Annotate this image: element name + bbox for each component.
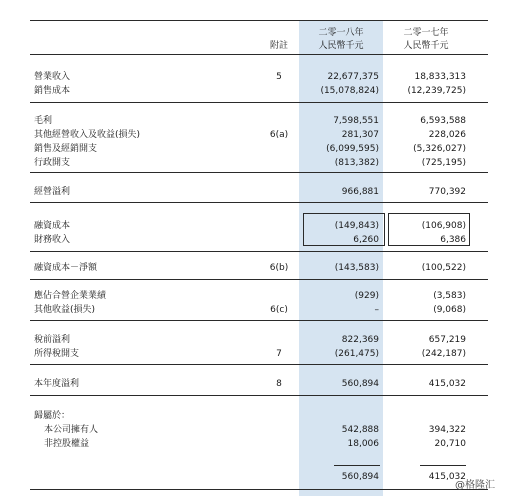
row-value-2018: 18,006 xyxy=(347,439,379,449)
highlight-box-2018 xyxy=(303,213,385,246)
row-label: 本年度溢利 xyxy=(34,379,80,389)
row-label: 行政開支 xyxy=(34,158,71,168)
row-label: 營業收入 xyxy=(34,72,71,82)
row-note: 5 xyxy=(276,72,282,82)
row-value-2017: (9,068) xyxy=(433,305,466,315)
col-2018-unit: 人民幣千元 xyxy=(318,41,364,51)
row-label: 所得稅開支 xyxy=(34,349,80,359)
row-label: 財務收入 xyxy=(34,235,71,245)
row-value-2018: 22,677,375 xyxy=(327,72,379,82)
row-value-2018: 281,307 xyxy=(341,130,379,140)
section-rule xyxy=(30,364,488,365)
row-value-2017: (5,326,027) xyxy=(413,144,466,154)
row-value-2017: (725,195) xyxy=(421,158,466,168)
row-value-2017: 394,322 xyxy=(428,425,466,435)
row-value-2018: (813,382) xyxy=(334,158,379,168)
row-value-2017: (242,187) xyxy=(421,349,466,359)
row-value-2017: 415,032 xyxy=(428,379,466,389)
row-value-2017: 6,593,588 xyxy=(420,116,466,126)
row-value-2017: (100,522) xyxy=(421,263,466,273)
row-value-2017: 18,833,313 xyxy=(414,72,466,82)
row-label: 非控股權益 xyxy=(44,439,90,449)
highlight-box-2017 xyxy=(388,213,470,246)
row-value-2018: 560,894 xyxy=(341,472,379,482)
section-rule xyxy=(30,102,488,103)
section-rule xyxy=(30,251,488,252)
note-column-header: 附註 xyxy=(269,41,288,51)
bottom-rule xyxy=(30,489,488,490)
row-value-2018: – xyxy=(374,305,379,315)
row-value-2018: 542,888 xyxy=(341,425,379,435)
row-label: 融資成本 xyxy=(34,221,71,231)
section-rule xyxy=(30,279,488,280)
row-note: 6(a) xyxy=(269,130,289,140)
section-rule xyxy=(30,320,488,321)
row-value-2018: (15,078,824) xyxy=(320,86,379,96)
row-value-2017: 657,219 xyxy=(428,335,466,345)
section-rule xyxy=(30,202,488,203)
row-value-2017: (3,583) xyxy=(433,291,466,301)
row-value-2018: 966,881 xyxy=(341,187,379,197)
row-value-2018: 560,894 xyxy=(341,379,379,389)
row-label: 歸屬於： xyxy=(34,411,71,421)
col-2018-year: 二零一八年 xyxy=(318,28,364,38)
row-value-2018: (143,583) xyxy=(334,263,379,273)
col-2017-year: 二零一七年 xyxy=(403,28,449,38)
row-label: 融資成本－淨額 xyxy=(34,263,98,273)
row-label: 銷售成本 xyxy=(34,86,71,96)
row-label: 毛利 xyxy=(34,116,53,126)
row-label: 其他經營收入及收益(損失) xyxy=(34,130,141,140)
row-value-2018: (929) xyxy=(354,291,379,301)
row-value-2018: 7,598,551 xyxy=(333,116,379,126)
row-value-2017: (12,239,725) xyxy=(407,86,466,96)
row-note: 7 xyxy=(276,349,282,359)
row-value-2018: 822,369 xyxy=(341,335,379,345)
section-rule xyxy=(30,172,488,173)
row-note: 6(b) xyxy=(269,263,289,273)
row-label: 銷售及經銷開支 xyxy=(34,144,98,154)
row-label: 其他收益(損失) xyxy=(34,305,96,315)
section-rule xyxy=(30,395,488,396)
top-rule xyxy=(30,20,488,21)
row-label: 稅前溢利 xyxy=(34,335,71,345)
row-value-2018: 6,260 xyxy=(353,235,379,245)
row-label: 應佔合營企業業績 xyxy=(34,291,107,301)
row-label: 經營溢利 xyxy=(34,187,71,197)
row-note: 6(c) xyxy=(270,305,288,315)
row-value-2017: (106,908) xyxy=(421,221,466,231)
row-value-2018: (149,843) xyxy=(334,221,379,231)
row-value-2018: (261,475) xyxy=(334,349,379,359)
header-rule xyxy=(30,54,488,55)
row-value-2018: (6,099,595) xyxy=(326,144,379,154)
col-2017-unit: 人民幣千元 xyxy=(403,41,449,51)
row-value-2017: 415,032 xyxy=(428,472,466,482)
row-value-2017: 770,392 xyxy=(428,187,466,197)
subtotal-underline-2018 xyxy=(334,465,380,466)
subtotal-underline-2017 xyxy=(420,465,466,466)
row-value-2017: 228,026 xyxy=(428,130,466,140)
row-value-2017: 6,386 xyxy=(440,235,466,245)
row-label: 本公司擁有人 xyxy=(44,425,99,435)
row-value-2017: 20,710 xyxy=(434,439,466,449)
watermark: @格隆汇 xyxy=(455,480,495,491)
row-note: 8 xyxy=(276,379,282,389)
